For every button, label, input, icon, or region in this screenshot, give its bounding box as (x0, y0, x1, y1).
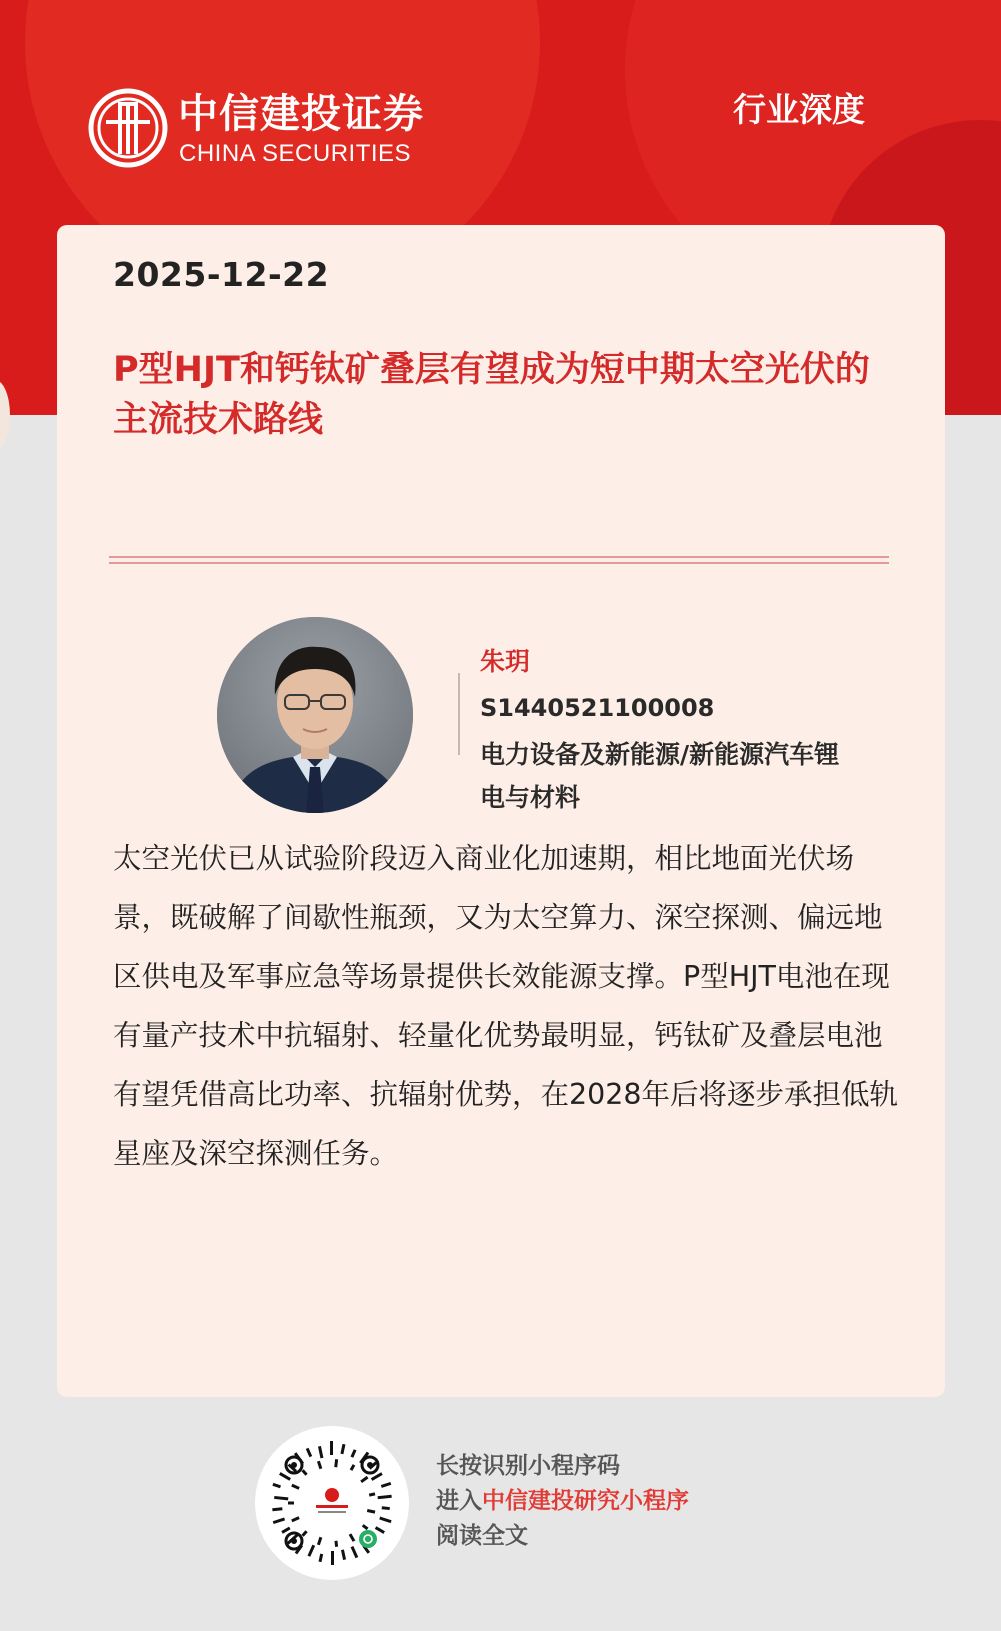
brand-name-cn: 中信建投证券 (178, 90, 424, 137)
qr-instruction-line2 (436, 1483, 689, 1518)
brand-logo (88, 88, 428, 172)
report-card (57, 225, 945, 1397)
report-title: P型HJT和钙钛矿叠层有望成为短中期太空光伏的主流技术路线 (113, 350, 870, 440)
mini-program-qr-code[interactable] (255, 1426, 409, 1580)
title-divider (109, 556, 889, 564)
qr-instruction-prefix: 进入 (436, 1487, 482, 1514)
brand-name-en: CHINA SECURITIES (179, 140, 412, 167)
qr-instruction-line1: 长按识别小程序码 (436, 1452, 620, 1479)
report-summary: 太空光伏已从试验阶段迈入商业化加速期，相比地面光伏场景，既破解了间歇性瓶颈，又为太空算力、深空探测、偏远地区供电及军事应急等场景提供长效能源支撑。P型HJT电池在现有量产技术中抗辐射、轻量化优势最明显，钙钛矿及叠层电池有望凭借高比功率、抗辐射优势，在2028年后将逐步承担低轨星座及深空探测任务。 (113, 842, 899, 1170)
author-license-id: S1440521100008 (480, 694, 715, 722)
qr-instruction-line3: 阅读全文 (436, 1522, 528, 1549)
citic-logo-icon (88, 88, 168, 168)
author-team: 电力设备及新能源/新能源汽车锂电与材料 (480, 740, 840, 812)
author-name: 朱玥 (480, 647, 531, 676)
author-avatar (217, 617, 413, 813)
report-date: 2025-12-22 (113, 255, 330, 294)
mini-program-qr-icon (255, 1426, 409, 1580)
qr-instructions (436, 1448, 689, 1553)
author-divider (458, 673, 460, 755)
mini-program-name: 中信建投研究小程序 (482, 1487, 689, 1514)
report-type-label: 行业深度 (733, 90, 865, 129)
author-photo-icon (217, 617, 413, 813)
